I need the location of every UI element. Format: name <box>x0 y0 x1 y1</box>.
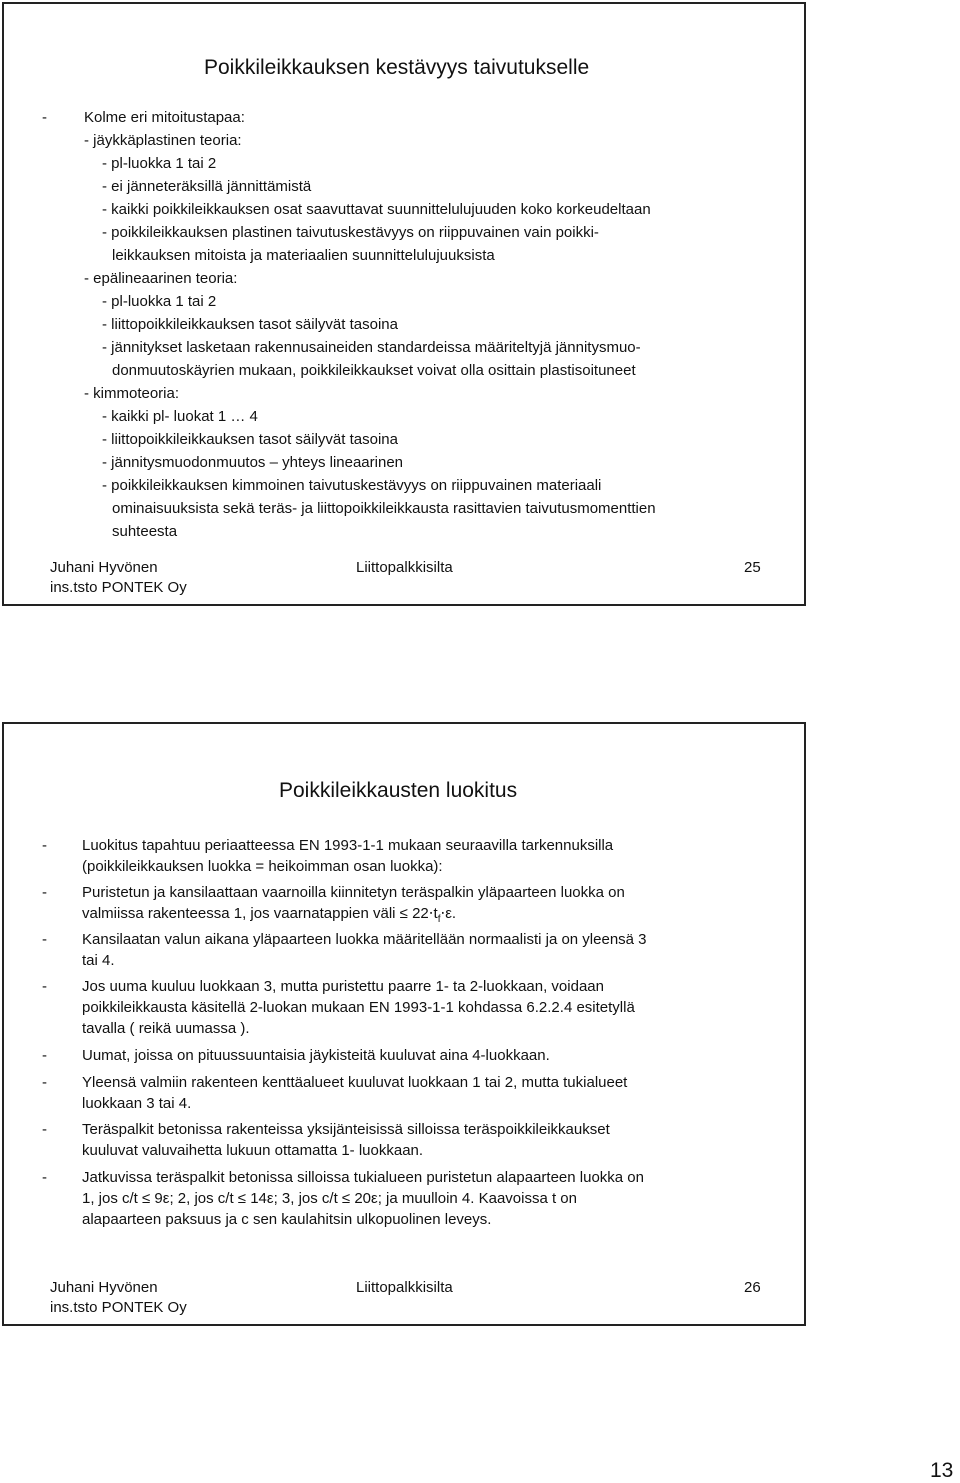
bullet-dash: - <box>42 978 47 995</box>
footer-company: ins.tsto PONTEK Oy <box>50 1299 187 1316</box>
footer-author: Juhani Hyvönen <box>50 559 158 576</box>
bullet-dash: - <box>42 1074 47 1091</box>
subscript: f <box>437 914 441 925</box>
text-line: Luokitus tapahtuu periaatteessa EN 1993-1-1 mukaan seuraavilla tarkennuksilla <box>82 837 614 854</box>
text-line: luokkaan 3 tai 4. <box>82 1095 192 1112</box>
text-line: - kaikki pl- luokat 1 … 4 <box>102 408 258 425</box>
bullet-dash: - <box>42 109 47 126</box>
text-line <box>82 905 456 929</box>
text-line: - jännitykset lasketaan rakennusaineiden standardeissa määriteltyjä jännitysmuo- <box>102 339 641 356</box>
text-line: - pl-luokka 1 tai 2 <box>102 293 217 310</box>
page-number: 13 <box>930 1459 954 1482</box>
text-line: - poikkileikkauksen kimmoinen taivutuskestävyys on riippuvainen materiaali <box>102 477 602 494</box>
text-line: - epälineaarinen teoria: <box>84 270 238 287</box>
footer-company: ins.tsto PONTEK Oy <box>50 579 187 596</box>
bullet-dash: - <box>42 837 47 854</box>
text-line: (poikkileikkauksen luokka = heikoimman osan luokka): <box>82 858 443 875</box>
text-line: Teräspalkit betonissa rakenteissa yksijänteisissä silloissa teräspoikkileikkaukset <box>82 1121 610 1138</box>
slide-25 <box>2 2 806 606</box>
text-line: - jäykkäplastinen teoria: <box>84 132 242 149</box>
text-fragment: ⋅ε. <box>440 905 457 922</box>
text-line: - pl-luokka 1 tai 2 <box>102 155 217 172</box>
text-line: - poikkileikkauksen plastinen taivutuskestävyys on riippuvainen vain poikki- <box>102 224 599 241</box>
footer-title: Liittopalkkisilta <box>356 559 453 576</box>
text-line: Jatkuvissa teräspalkit betonissa silloissa tukialueen puristetun alapaarteen luokka on <box>82 1169 644 1186</box>
text-line: donmuutoskäyrien mukaan, poikkileikkaukset voivat olla osittain plastisoituneet <box>112 362 636 379</box>
bullet-dash: - <box>42 1047 47 1064</box>
text-line: tavalla ( reikä uumassa ). <box>82 1020 250 1037</box>
text-line: - liittopoikkileikkauksen tasot säilyvät tasoina <box>102 431 398 448</box>
bullet-dash: - <box>42 1169 47 1186</box>
slide-number: 25 <box>744 559 761 576</box>
text-line: 1, jos c/t ≤ 9ε; 2, jos c/t ≤ 14ε; 3, jos c/t ≤ 20ε; ja muulloin 4. Kaavoissa t on <box>82 1190 577 1207</box>
text-line: Yleensä valmiin rakenteen kenttäalueet kuuluvat luokkaan 1 tai 2, mutta tukialueet <box>82 1074 628 1091</box>
footer-author: Juhani Hyvönen <box>50 1279 158 1296</box>
text-line: Puristetun ja kansilaattaan vaarnoilla kiinnitetyn teräspalkin yläpaarteen luokka on <box>82 884 625 901</box>
slide-title: Poikkileikkausten luokitus <box>279 779 518 802</box>
slide-26 <box>2 722 806 1326</box>
bullet-dash: - <box>42 1121 47 1138</box>
text-line: - ei jänneteräksillä jännittämistä <box>102 178 312 195</box>
text-line: - kaikki poikkileikkauksen osat saavuttavat suunnittelulujuuden koko korkeudeltaan <box>102 201 651 218</box>
text-line: Uumat, joissa on pituussuuntaisia jäykisteitä kuuluvat aina 4-luokkaan. <box>82 1047 550 1064</box>
text-line: - liittopoikkileikkauksen tasot säilyvät tasoina <box>102 316 398 333</box>
text-line: - kimmoteoria: <box>84 385 180 402</box>
text-line: Jos uuma kuuluu luokkaan 3, mutta puristettu paarre 1- ta 2-luokkaan, voidaan <box>82 978 604 995</box>
text-line: poikkileikkausta käsitellä 2-luokan mukaan EN 1993-1-1 kohdassa 6.2.2.4 esitetyllä <box>82 999 635 1016</box>
text-line: leikkauksen mitoista ja materiaalien suunnittelulujuuksista <box>112 247 495 264</box>
text-line: Kansilaatan valun aikana yläpaarteen luokka määritellään normaalisti ja on yleensä 3 <box>82 931 647 948</box>
bullet-dash: - <box>42 884 47 901</box>
slide-title: Poikkileikkauksen kestävyys taivutukselle <box>204 56 590 79</box>
slide-number: 26 <box>744 1279 761 1296</box>
text-line: kuuluvat valuvaihetta lukuun ottamatta 1- luokkaan. <box>82 1142 424 1159</box>
text-line: Kolme eri mitoitustapaa: <box>84 109 245 126</box>
text-line: alapaarteen paksuus ja c sen kaulahitsin ulkopuolinen leveys. <box>82 1211 492 1228</box>
bullet-dash: - <box>42 931 47 948</box>
text-line: tai 4. <box>82 952 115 969</box>
footer-title: Liittopalkkisilta <box>356 1279 453 1296</box>
text-fragment: valmiissa rakenteessa 1, jos vaarnatappien väli ≤ 22⋅t <box>82 905 438 922</box>
text-line: - jännitysmuodonmuutos – yhteys lineaarinen <box>102 454 404 471</box>
text-line: ominaisuuksista sekä teräs- ja liittopoikkileikkausta rasittavien taivutusmomenttien <box>112 500 656 517</box>
text-line: suhteesta <box>112 523 178 540</box>
